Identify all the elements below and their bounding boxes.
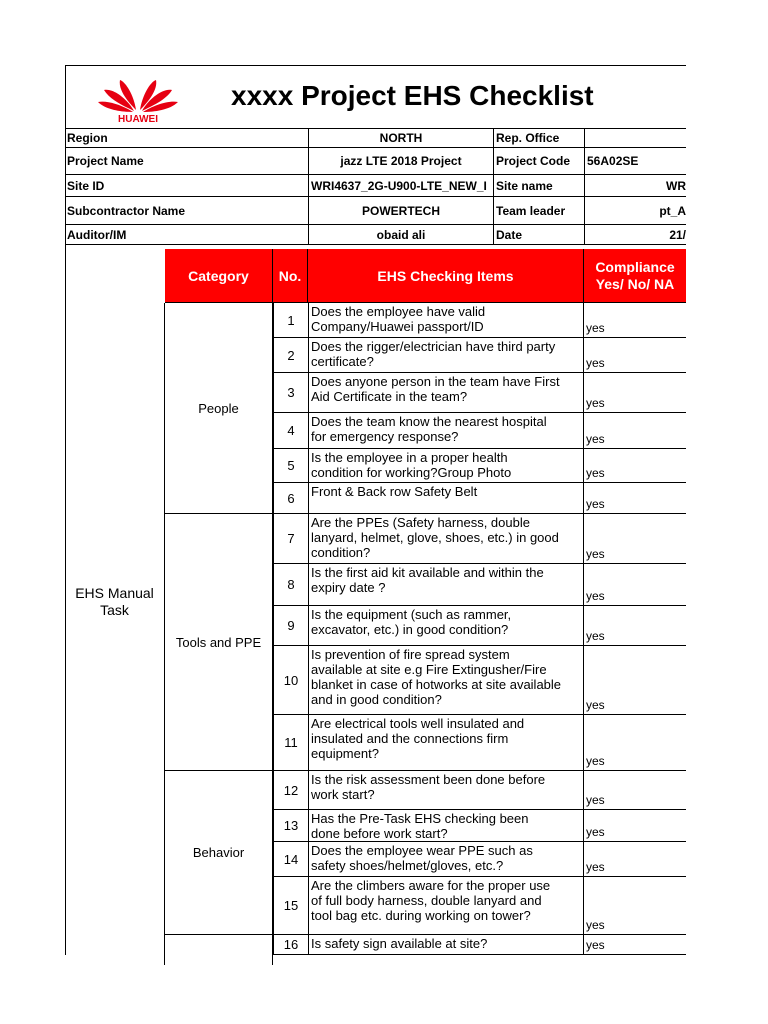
compliance-answer[interactable]: yes — [584, 449, 686, 483]
col-compliance-header — [584, 249, 686, 303]
checking-item — [309, 338, 584, 373]
checking-item — [309, 935, 584, 955]
checking-item — [309, 564, 584, 606]
checking-item-line: blanket in case of hotworks at site available — [311, 677, 562, 692]
checking-item-line: of full body harness, double lanyard and — [311, 893, 542, 908]
compliance-answer[interactable]: yes — [584, 303, 686, 338]
checking-item-line: Does the team know the nearest hospital — [311, 414, 547, 429]
checking-item-line: Does the employee wear PPE such as — [311, 843, 533, 858]
row-number: 5 — [273, 449, 309, 483]
checking-item-line: Is the employee in a proper health — [311, 450, 508, 465]
compliance-answer[interactable]: yes — [584, 338, 686, 373]
row-number: 3 — [273, 373, 309, 413]
checking-item-line: available at site e.g Fire Extingusher/Fire — [311, 662, 547, 677]
checking-item-line: work start? — [311, 787, 375, 802]
category-next — [164, 935, 273, 965]
checking-item-line: Are the climbers aware for the proper use — [311, 878, 551, 893]
checking-item-line: Does the rigger/electrician have third party — [311, 339, 556, 354]
region-value: NORTH — [309, 128, 494, 148]
checking-item-line: Is the equipment (such as rammer, — [311, 607, 512, 622]
checking-item — [309, 449, 584, 483]
date-value: 21/ — [585, 225, 686, 245]
site-id-value: WRI4637_2G-U900-LTE_NEW_I — [309, 175, 494, 197]
auditor-value: obaid ali — [309, 225, 494, 245]
checking-item — [309, 877, 584, 935]
checking-item-line: Is prevention of fire spread system — [311, 647, 510, 662]
compliance-answer[interactable]: yes — [584, 373, 686, 413]
checking-item-line: equipment? — [311, 746, 379, 761]
project-name-label: Project Name — [65, 148, 309, 175]
compliance-answer[interactable]: yes — [584, 935, 686, 955]
row-number: 9 — [273, 606, 309, 646]
checking-item-line: Does anyone person in the team have First — [311, 374, 560, 389]
checking-item-line: Has the Pre-Task EHS checking been — [311, 811, 529, 826]
checking-item-line: expiry date ? — [311, 580, 386, 595]
row-number: 6 — [273, 483, 309, 514]
col-category-header: Category — [165, 249, 273, 303]
row-number: 7 — [273, 514, 309, 564]
row-number: 13 — [273, 810, 309, 842]
team-leader-label: Team leader — [494, 197, 585, 225]
manual-line1: EHS Manual — [75, 585, 154, 601]
compliance-answer[interactable]: yes — [584, 564, 686, 606]
checking-item-line: certificate? — [311, 354, 374, 369]
checking-item — [309, 303, 584, 338]
row-number: 10 — [273, 646, 309, 715]
checking-item-line: insulated and the connections firm — [311, 731, 509, 746]
category-people: People — [164, 303, 273, 514]
checking-item — [309, 646, 584, 715]
checking-item — [309, 606, 584, 646]
checking-item-line: for emergency response? — [311, 429, 459, 444]
checking-item-line: Aid Certificate in the team? — [311, 389, 468, 404]
row-number: 2 — [273, 338, 309, 373]
compliance-answer[interactable]: yes — [584, 877, 686, 935]
category-behavior: Behavior — [164, 771, 273, 935]
checking-item-line: Are electrical tools well insulated and — [311, 716, 525, 731]
site-name-label: Site name — [494, 175, 585, 197]
checking-item-line: Is safety sign available at site? — [311, 936, 488, 951]
row-number: 1 — [273, 303, 309, 338]
project-name-value: jazz LTE 2018 Project — [309, 148, 494, 175]
project-code-label: Project Code — [494, 148, 585, 175]
row-number: 14 — [273, 842, 309, 877]
checking-item-line: Does the employee have valid — [311, 304, 486, 319]
row-number: 4 — [273, 413, 309, 449]
checking-item — [309, 483, 584, 514]
compliance-answer[interactable]: yes — [584, 483, 686, 514]
region-label: Region — [65, 128, 309, 148]
checking-item-line: lanyard, helmet, glove, shoes, etc.) in good — [311, 530, 559, 545]
compliance-answer[interactable]: yes — [584, 810, 686, 842]
compliance-answer[interactable]: yes — [584, 413, 686, 449]
manual-line2: Task — [100, 602, 129, 618]
checking-item-line: Front & Back row Safety Belt — [311, 484, 478, 499]
checking-item — [309, 842, 584, 877]
checking-item-line: condition for working?Group Photo — [311, 465, 512, 480]
checking-item — [309, 715, 584, 771]
checking-item-line: safety shoes/helmet/gloves, etc.? — [311, 858, 504, 873]
row-number: 15 — [273, 877, 309, 935]
checking-item-line: tool bag etc. during working on tower? — [311, 908, 531, 923]
checking-item — [309, 810, 584, 842]
checking-item-line: excavator, etc.) in good condition? — [311, 622, 509, 637]
compliance-answer[interactable]: yes — [584, 646, 686, 715]
logo-wordmark: HUAWEI — [118, 114, 158, 124]
col-items-header: EHS Checking Items — [308, 249, 584, 303]
category-tools-ppe: Tools and PPE — [164, 514, 273, 771]
checking-item-line: and in good condition? — [311, 692, 442, 707]
page-title: xxxx Project EHS Checklist — [231, 80, 594, 111]
team-leader-value: pt_A — [585, 197, 686, 225]
date-label: Date — [494, 225, 585, 245]
row-number: 8 — [273, 564, 309, 606]
row-number: 16 — [273, 935, 309, 955]
row-number: 11 — [273, 715, 309, 771]
compliance-answer[interactable]: yes — [584, 606, 686, 646]
huawei-logo — [84, 72, 192, 124]
rep-office-label: Rep. Office — [494, 128, 585, 148]
checking-item-line: Is the first aid kit available and within the — [311, 565, 544, 580]
subcontractor-value: POWERTECH — [309, 197, 494, 225]
site-name-value: WR — [585, 175, 686, 197]
project-code-value: 56A02SE — [585, 148, 686, 175]
row-number: 12 — [273, 771, 309, 810]
checking-item — [309, 514, 584, 564]
checking-item — [309, 373, 584, 413]
subcontractor-label: Subcontractor Name — [65, 197, 309, 225]
checking-item-line: done before work start? — [311, 826, 448, 841]
site-id-label: Site ID — [65, 175, 309, 197]
compliance-answer[interactable]: yes — [584, 771, 686, 810]
auditor-label: Auditor/IM — [65, 225, 309, 245]
checking-item-line: Is the risk assessment been done before — [311, 772, 546, 787]
compliance-line2: Yes/ No/ NA — [595, 275, 675, 292]
compliance-answer[interactable]: yes — [584, 715, 686, 771]
compliance-line1: Compliance — [595, 258, 675, 275]
rep-office-value — [585, 128, 686, 148]
checking-item-line: Are the PPEs (Safety harness, double — [311, 515, 530, 530]
compliance-answer[interactable]: yes — [584, 842, 686, 877]
checking-item-line: Company/Huawei passport/ID — [311, 319, 484, 334]
checking-item — [309, 413, 584, 449]
sheet-top-border — [65, 65, 686, 66]
checking-item-line: condition? — [311, 545, 371, 560]
checking-item — [309, 771, 584, 810]
compliance-answer[interactable]: yes — [584, 514, 686, 564]
col-no-header: No. — [273, 249, 308, 303]
ehs-manual-task-cell — [65, 249, 164, 955]
